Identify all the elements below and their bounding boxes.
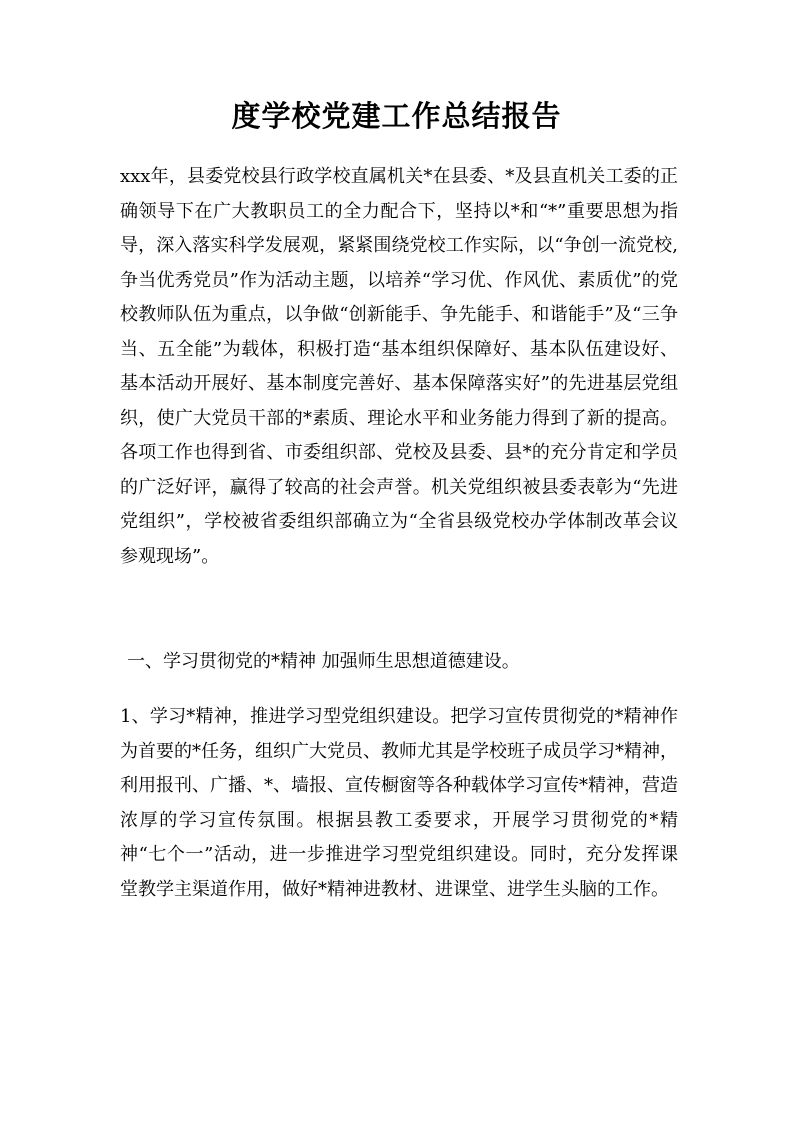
paragraph-point-1: 1、学习*精神，推进学习型党组织建设。把学习宣传贯彻党的*精神作为首要的*任务，组织广大党员、教师尤其是学校班子成员学习*精神，利用报刊、广播、*、墙报、宣传橱窗等各种载体学习宣传*精神，营造浓厚的学习宣传氛围。根据县教工委要求，开展学习贯彻党的*精神“七个一”活动，进一步推进学习型党组织建设。同时，充分发挥课堂教学主渠道作用，做好*精神进教材、进课堂、进学生头脑的工作。 [120, 706, 678, 900]
section-heading-1: 一、学习贯彻党的*精神 加强师生思想道德建设。 [127, 651, 520, 672]
paragraph-intro: xxx年，县委党校县行政学校直属机关*在县委、*及县直机关工委的正确领导下在广大教职员工的全力配合下，坚持以*和“*”重要思想为指导，深入落实科学发展观，紧紧围绕党校工作实际，以“争创一流党校,争当优秀党员”作为活动主题，以培养“学习优、作风优、素质优”的党校教师队伍为重点，以争做“创新能手、争先能手、和谐能手”及“三争当、五全能”为载体，积极打造“基本组织保障好、基本队伍建设好、基本活动开展好、基本制度完善好、基本保障落实好”的先进基层党组织，使广大党员干部的*素质、理论水平和业务能力得到了新的提高。各项工作也得到省、市委组织部、党校及县委、县*的充分肯定和学员的广泛好评，赢得了较高的社会声誉。机关党组织被县委表彰为“先进党组织”，学校被省委组织部确立为“全省县级党校办学体制改革会议参观现场”。 [120, 166, 678, 567]
page-title: 度学校党建工作总结报告 [231, 99, 562, 133]
